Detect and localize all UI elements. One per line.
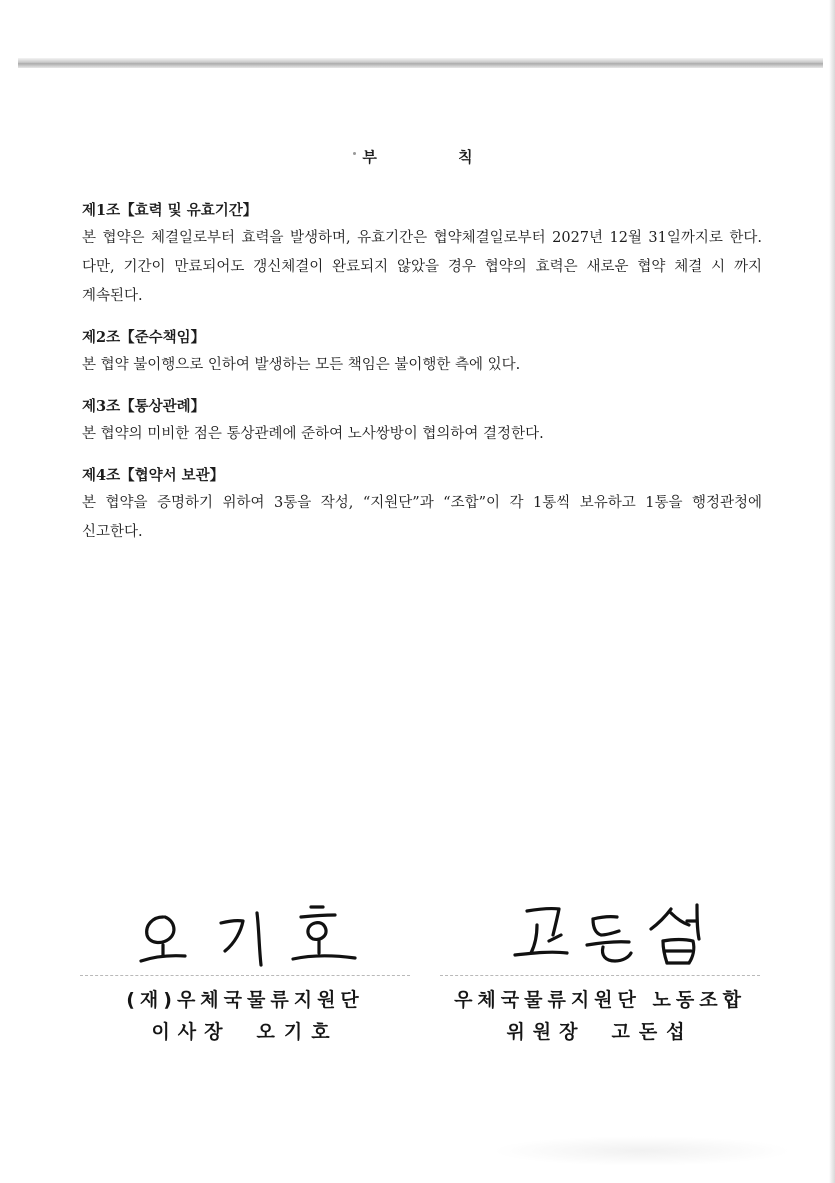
handwritten-signature-left xyxy=(125,895,365,975)
articles-section xyxy=(82,198,762,561)
handwritten-signature-right xyxy=(475,895,725,975)
article-1 xyxy=(82,198,762,311)
scan-edge-right xyxy=(829,0,835,1183)
article-body: 본 협약의 미비한 점은 통상관례에 준하여 노사쌍방이 협의하여 결정한다. xyxy=(82,426,544,442)
article-2 xyxy=(82,325,762,380)
article-body: 본 협약 불이행으로 인하여 발생하는 모든 책임은 불이행한 측에 있다. xyxy=(82,357,521,373)
signature-line xyxy=(80,975,410,976)
article-heading: 제3조【통상관례】 xyxy=(82,398,206,415)
article-body: 본 협약은 체결일로부터 효력을 발생하며, 유효기간은 협약체결일로부터 2027년 12월 31일까지로 한다. 다만, 기간이 만료되어도 갱신체결이 완료되지 않았을 경우 협약의 효력은 새로운 협약 체결 시 까지 계속된다. xyxy=(82,230,762,304)
signature-block-left xyxy=(80,895,410,1048)
signatory-title xyxy=(80,1016,410,1048)
signature-block-right xyxy=(440,895,760,1048)
signatory-organization: (재)우체국물류지원단 xyxy=(126,989,364,1011)
scan-edge-top xyxy=(18,58,823,68)
signatory-role: 위원장 xyxy=(506,1021,586,1043)
article-heading: 제1조【효력 및 유효기간】 xyxy=(82,202,258,219)
article-heading: 제2조【준수책임】 xyxy=(82,329,206,346)
article-4 xyxy=(82,463,762,547)
signature-line xyxy=(440,975,760,976)
article-heading: 제4조【협약서 보관】 xyxy=(82,467,225,484)
page-title: 부 칙 xyxy=(362,148,511,166)
signatory-name: 오기호 xyxy=(256,1021,339,1043)
signatory-title xyxy=(440,1016,760,1048)
article-body: 본 협약을 증명하기 위하여 3통을 작성, “지원단”과 “조합”이 각 1통씩 보유하고 1통을 행정관청에 신고한다. xyxy=(82,495,762,540)
signatory-name: 고돈섭 xyxy=(611,1021,694,1043)
article-3 xyxy=(82,394,762,449)
signatory-role: 이사장 xyxy=(151,1021,231,1043)
signatory-organization: 우체국물류지원단 노동조합 xyxy=(454,989,746,1011)
faint-scan-watermark xyxy=(492,1136,792,1166)
